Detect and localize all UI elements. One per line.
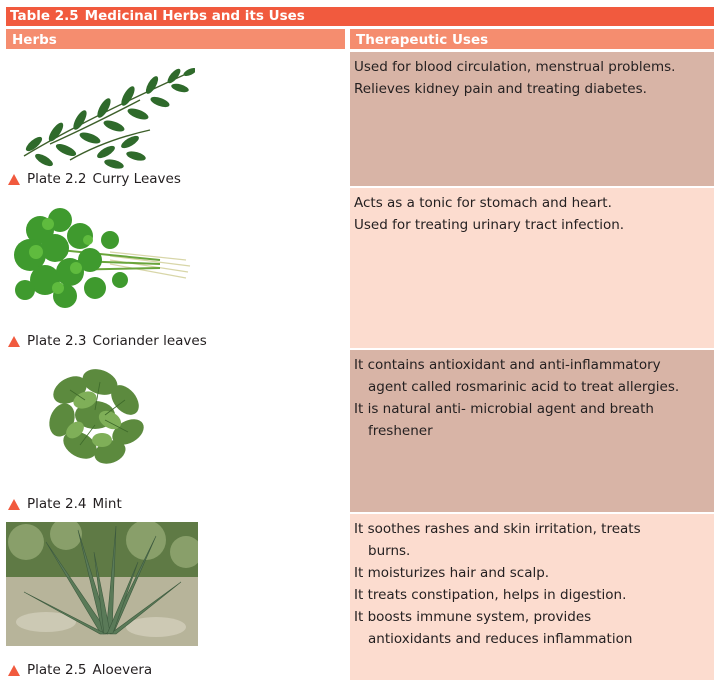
- uses-cell-aloevera: [350, 514, 714, 680]
- plate-name: Mint: [92, 496, 122, 512]
- triangle-marker-icon: [8, 499, 20, 510]
- plate-number: Plate 2.2: [27, 171, 87, 187]
- triangle-marker-icon: [8, 174, 20, 185]
- plate-name: Coriander leaves: [92, 333, 207, 349]
- plate-number: Plate 2.4: [27, 496, 87, 512]
- use-line: It treats constipation, helps in digestion.: [354, 587, 627, 603]
- use-line: freshener: [368, 423, 433, 439]
- plate-name: Curry Leaves: [92, 171, 181, 187]
- table-title-bar: [6, 7, 714, 26]
- plate-caption-aloevera: [8, 662, 152, 678]
- use-line: Used for blood circulation, menstrual problems.: [354, 59, 676, 75]
- use-line: It contains antioxidant and anti-inflammatory: [354, 357, 661, 373]
- use-line: Acts as a tonic for stomach and heart.: [354, 195, 612, 211]
- use-line: It boosts immune system, provides: [354, 609, 592, 625]
- mint-image: [40, 360, 155, 472]
- table-title: Medicinal Herbs and its Uses: [84, 8, 305, 24]
- triangle-marker-icon: [8, 336, 20, 347]
- table-label: Table 2.5: [10, 8, 79, 24]
- use-line: antioxidants and reduces inflammation: [368, 631, 633, 647]
- uses-cell-coriander: [350, 188, 714, 348]
- column-header-uses: Therapeutic Uses: [350, 29, 714, 49]
- plate-caption-curry: [8, 171, 181, 187]
- column-header-herbs: Herbs: [6, 29, 345, 49]
- use-line: burns.: [368, 543, 411, 559]
- plate-caption-coriander: [8, 333, 207, 349]
- aloevera-image: [6, 522, 198, 646]
- uses-cell-curry: [350, 52, 714, 186]
- use-line: Relieves kidney pain and treating diabetes.: [354, 81, 647, 97]
- coriander-leaves-image: [10, 200, 192, 315]
- use-line: agent called rosmarinic acid to treat allergies.: [368, 379, 680, 395]
- plate-number: Plate 2.5: [27, 662, 87, 678]
- uses-cell-mint: [350, 350, 714, 512]
- triangle-marker-icon: [8, 665, 20, 676]
- use-line: Used for treating urinary tract infection.: [354, 217, 625, 233]
- plate-caption-mint: [8, 496, 122, 512]
- use-line: It moisturizes hair and scalp.: [354, 565, 550, 581]
- plate-name: Aloevera: [92, 662, 153, 678]
- use-line: It is natural anti- microbial agent and breath: [354, 401, 654, 417]
- use-line: It soothes rashes and skin irritation, treats: [354, 521, 641, 537]
- curry-leaves-image: [10, 60, 195, 170]
- plate-number: Plate 2.3: [27, 333, 87, 349]
